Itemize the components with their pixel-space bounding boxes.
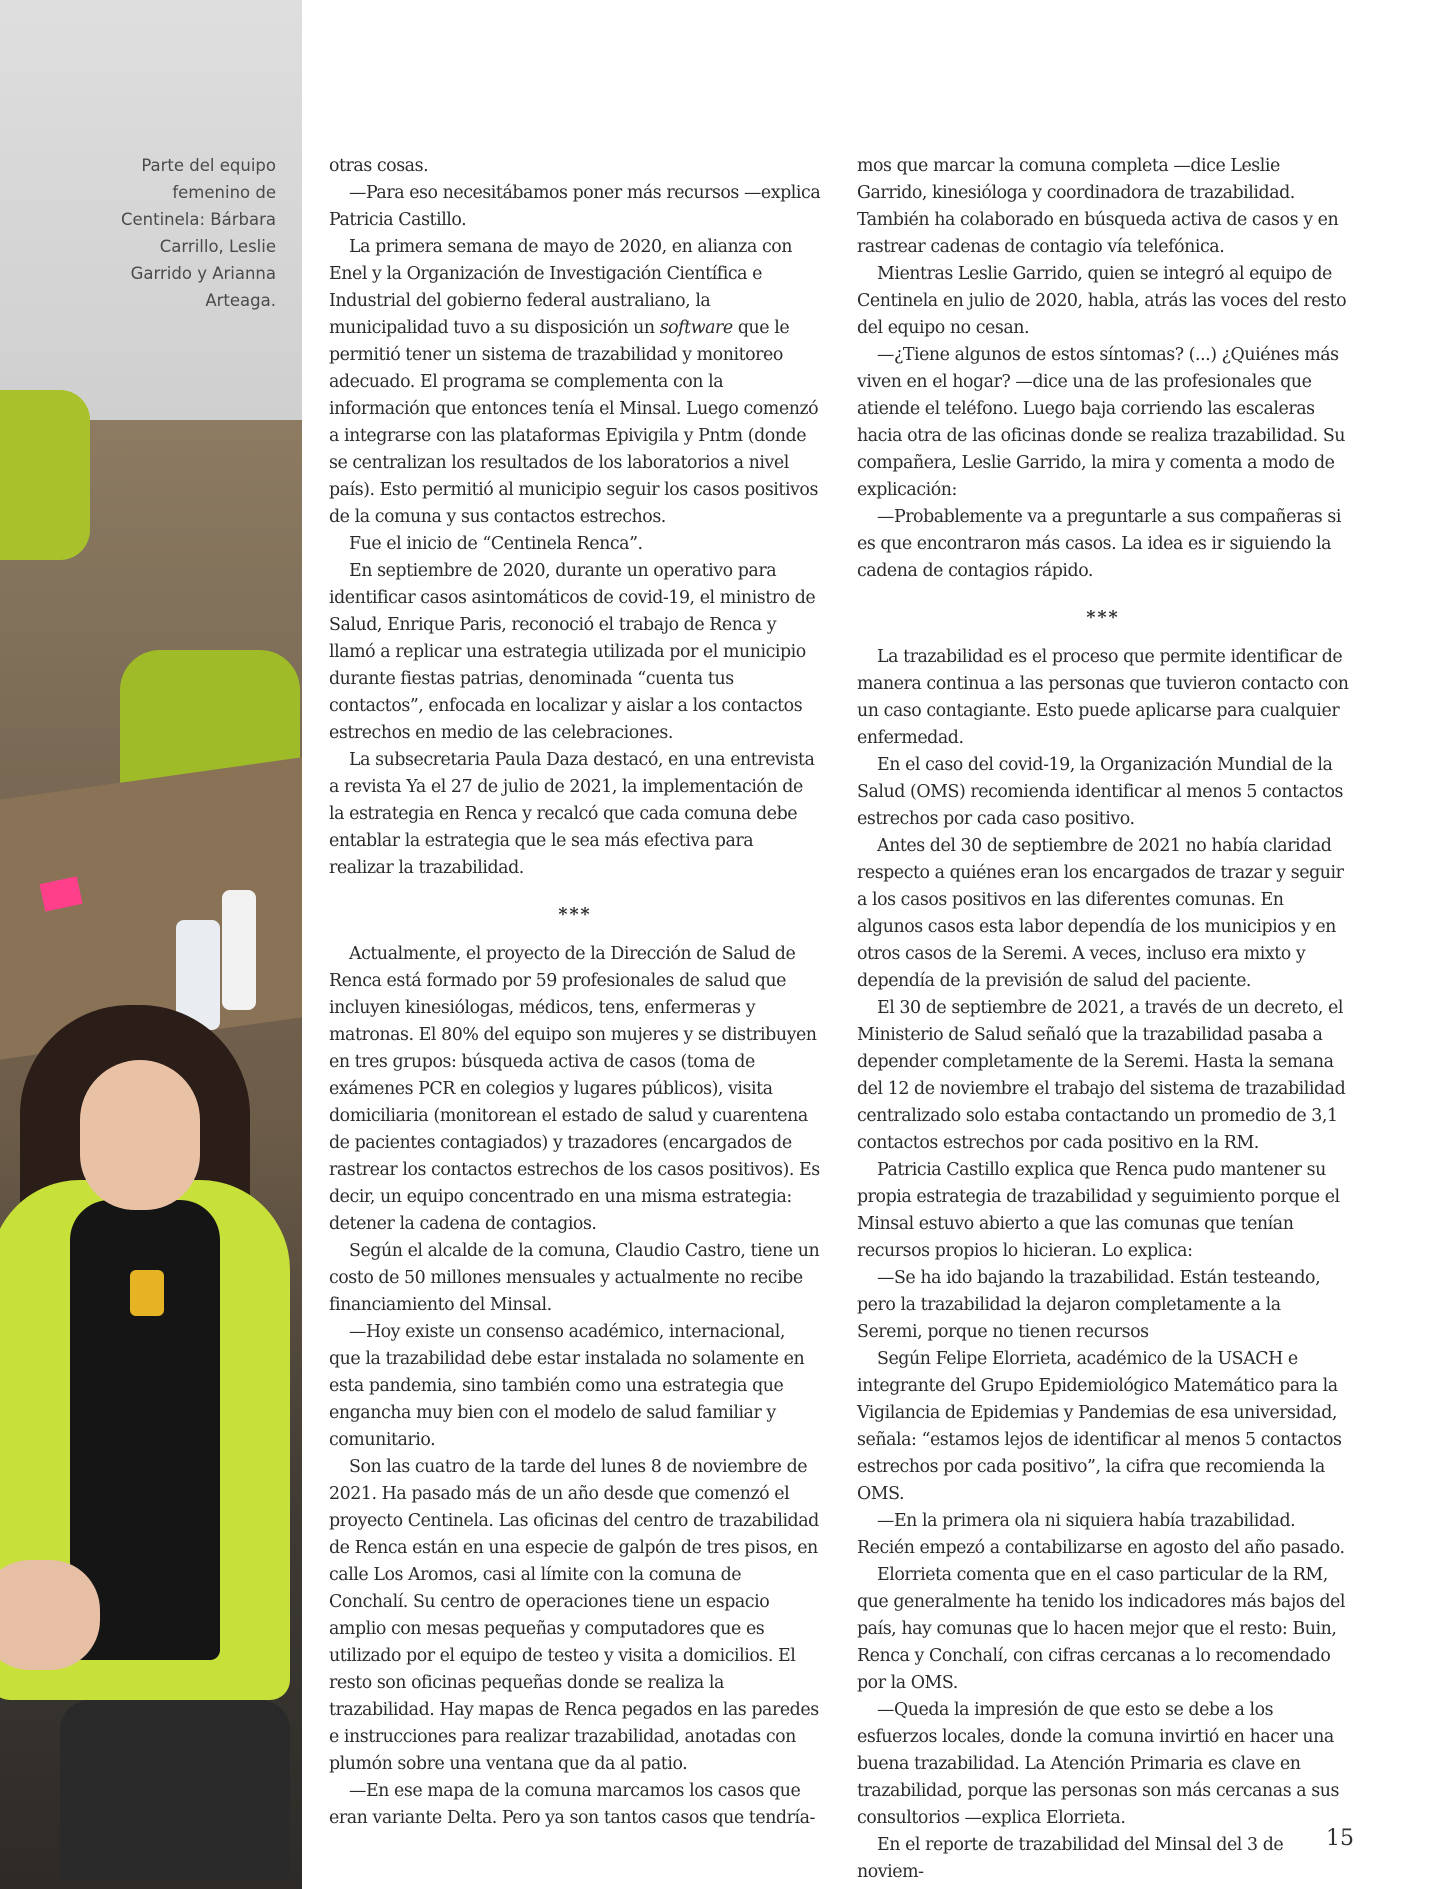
paragraph: mos que marcar la comuna completa —dice Leslie Garrido, kinesióloga y coordinadora de trazabilidad. También ha colaborado en búsqueda activa de casos y en rastrear cadenas de contagio vía telefónica. xyxy=(857,156,1339,257)
paragraph: —Se ha ido bajando la trazabilidad. Están testeando, pero la trazabilidad la dejaron completamente a la Seremi, porque no tienen recursos xyxy=(857,1268,1321,1342)
paragraph: otras cosas. xyxy=(329,156,429,176)
article-column-2 xyxy=(857,153,1349,1886)
paragraph: En el caso del covid-19, la Organización Mundial de la Salud (OMS) recomienda identificar al menos 5 contactos estrechos por cada caso positivo. xyxy=(857,755,1343,829)
paragraph: Elorrieta comenta que en el caso particular de la RM, que generalmente ha tenido los indicadores más bajos del país, hay comunas que lo hacen mejor que el resto: Buin, Renca y Conchalí, con cifras cercanas a lo recomendado por la OMS. xyxy=(857,1565,1345,1693)
paragraph: La primera semana de mayo de 2020, en alianza con Enel y la Organización de Investigación Científica e Industrial del gobierno federal australiano, la municipalidad tuvo a su disposición un software que le permitió tener un sistema de trazabilidad y monitoreo adecuado. El programa se complementa con la información que entonces tenía el Minsal. Luego comenzó a integrarse con las plataformas Epivigila y Pntm (donde se centralizan los resultados de los laboratorios a nivel país). Esto permitió al municipio seguir los casos positivos de la comuna y sus contactos estrechos. xyxy=(329,237,819,527)
paragraph: Son las cuatro de la tarde del lunes 8 de noviembre de 2021. Ha pasado más de un año desde que comenzó el proyecto Centinela. Las oficinas del centro de trazabilidad de Renca están en una especie de galpón de tres pisos, en calle Los Aromos, casi al límite con la comuna de Conchalí. Su centro de operaciones tiene un espacio amplio con mesas pequeñas y computadores que es utilizado por el equipo de testeo y visita a domicilios. El resto son oficinas pequeñas donde se realiza la trazabilidad. Hay mapas de Renca pegados en las paredes e instrucciones para realizar trazabilidad, anotadas con plumón sobre una ventana que da al patio. xyxy=(329,1457,819,1774)
paragraph: En el reporte de trazabilidad del Minsal del 3 de noviem- xyxy=(857,1835,1284,1882)
paragraph: Según el alcalde de la comuna, Claudio Castro, tiene un costo de 50 millones mensuales y actualmente no recibe financiamiento del Minsal. xyxy=(329,1241,820,1315)
paragraph: En septiembre de 2020, durante un operativo para identificar casos asintomáticos de covid-19, el ministro de Salud, Enrique Paris, reconoció el trabajo de Renca y llamó a replicar una estrategia utilizada por el municipio durante fiestas patrias, denominada “cuenta tus contactos”, enfocada en localizar y aislar a los contactos estrechos en medio de las celebraciones. xyxy=(329,561,816,743)
page-number: 15 xyxy=(1326,1826,1354,1851)
paragraph: —Queda la impresión de que esto se debe a los esfuerzos locales, donde la comuna invirtió en hacer una buena trazabilidad. La Atención Primaria es clave en trazabilidad, porque las personas son más cercanas a sus consultorios —explica Elorrieta. xyxy=(857,1700,1339,1828)
paragraph: La subsecretaria Paula Daza destacó, en una entrevista a revista Ya el 27 de julio de 2021, la implementación de la estrategia en Renca y recalcó que cada comuna debe entablar la estrategia que le sea más efectiva para realizar la trazabilidad. xyxy=(329,750,815,878)
paragraph: Fue el inicio de “Centinela Renca”. xyxy=(349,534,643,554)
paragraph: Mientras Leslie Garrido, quien se integró al equipo de Centinela en julio de 2020, habla, atrás las voces del resto del equipo no cesan. xyxy=(857,264,1347,338)
paragraph: —Probablemente va a preguntarle a sus compañeras si es que encontraron más casos. La idea es ir siguiendo la cadena de contagios rápido. xyxy=(857,507,1341,581)
paragraph: La trazabilidad es el proceso que permite identificar de manera continua a las personas que tuvieron contacto con un caso contagiante. Esto puede aplicarse para cualquier enfermedad. xyxy=(857,647,1349,748)
paragraph: —Para eso necesitábamos poner más recursos —explica Patricia Castillo. xyxy=(329,183,821,230)
paragraph: Antes del 30 de septiembre de 2021 no había claridad respecto a quiénes eran los encargados de trazar y seguir a los casos positivos en las diferentes comunas. En algunos casos esta labor dependía de los municipios y en otros casos de la Seremi. A veces, incluso era mixto y dependía de la previsión de salud del paciente. xyxy=(857,836,1344,991)
paragraph: Patricia Castillo explica que Renca pudo mantener su propia estrategia de trazabilidad y seguimiento porque el Minsal estuvo abierto a que las comunas que tenían recursos propios lo hicieran. Lo explica: xyxy=(857,1160,1340,1261)
paragraph: —¿Tiene algunos de estos síntomas? (...) ¿Quiénes más viven en el hogar? —dice una de las profesionales que atiende el teléfono. Luego baja corriendo las escaleras hacia otra de las oficinas donde se realiza trazabilidad. Su compañera, Leslie Garrido, la mira y comenta a modo de explicación: xyxy=(857,345,1346,500)
section-separator: *** xyxy=(558,905,592,925)
section-separator: *** xyxy=(1086,608,1120,628)
paragraph: Actualmente, el proyecto de la Dirección de Salud de Renca está formado por 59 profesionales de salud que incluyen kinesiólogas, médicos, tens, enfermeras y matronas. El 80% del equipo son mujeres y se distribuyen en tres grupos: búsqueda activa de casos (toma de exámenes PCR en colegios y lugares públicos), visita domiciliaria (monitorean el estado de salud y cuarentena de pacientes contagiados) y trazadores (encargados de rastrear los contactos estrechos de los casos positivos). Es decir, un equipo concentrado en una misma estrategia: detener la cadena de contagios. xyxy=(329,944,820,1234)
paragraph: —En ese mapa de la comuna marcamos los casos que eran variante Delta. Pero ya son tantos casos que tendría- xyxy=(329,1781,815,1828)
article-column-1 xyxy=(329,153,821,1832)
paragraph: —Hoy existe un consenso académico, internacional, que la trazabilidad debe estar instalada no solamente en esta pandemia, sino también como una estrategia que engancha muy bien con el modelo de salud familiar y comunitario. xyxy=(329,1322,805,1450)
paragraph: —En la primera ola ni siquiera había trazabilidad. Recién empezó a contabilizarse en agosto del año pasado. xyxy=(857,1511,1345,1558)
photo-caption: Parte del equipo femenino de Centinela: Bárbara Carrillo, Leslie Garrido y Arianna Arteaga. xyxy=(121,156,276,310)
paragraph: Según Felipe Elorrieta, académico de la USACH e integrante del Grupo Epidemiológico Matemático para la Vigilancia de Epidemias y Pandemias de esa universidad, señala: “estamos lejos de identificar al menos 5 contactos estrechos por cada positivo”, la cifra que recomienda la OMS. xyxy=(857,1349,1342,1504)
emphasis: software xyxy=(659,318,733,338)
paragraph: El 30 de septiembre de 2021, a través de un decreto, el Ministerio de Salud señaló que la trazabilidad pasaba a depender completamente de la Seremi. Hasta la semana del 12 de noviembre el trabajo del sistema de trazabilidad centralizado solo estaba contactando un promedio de 3,1 contactos estrechos por cada positivo en la RM. xyxy=(857,998,1346,1153)
